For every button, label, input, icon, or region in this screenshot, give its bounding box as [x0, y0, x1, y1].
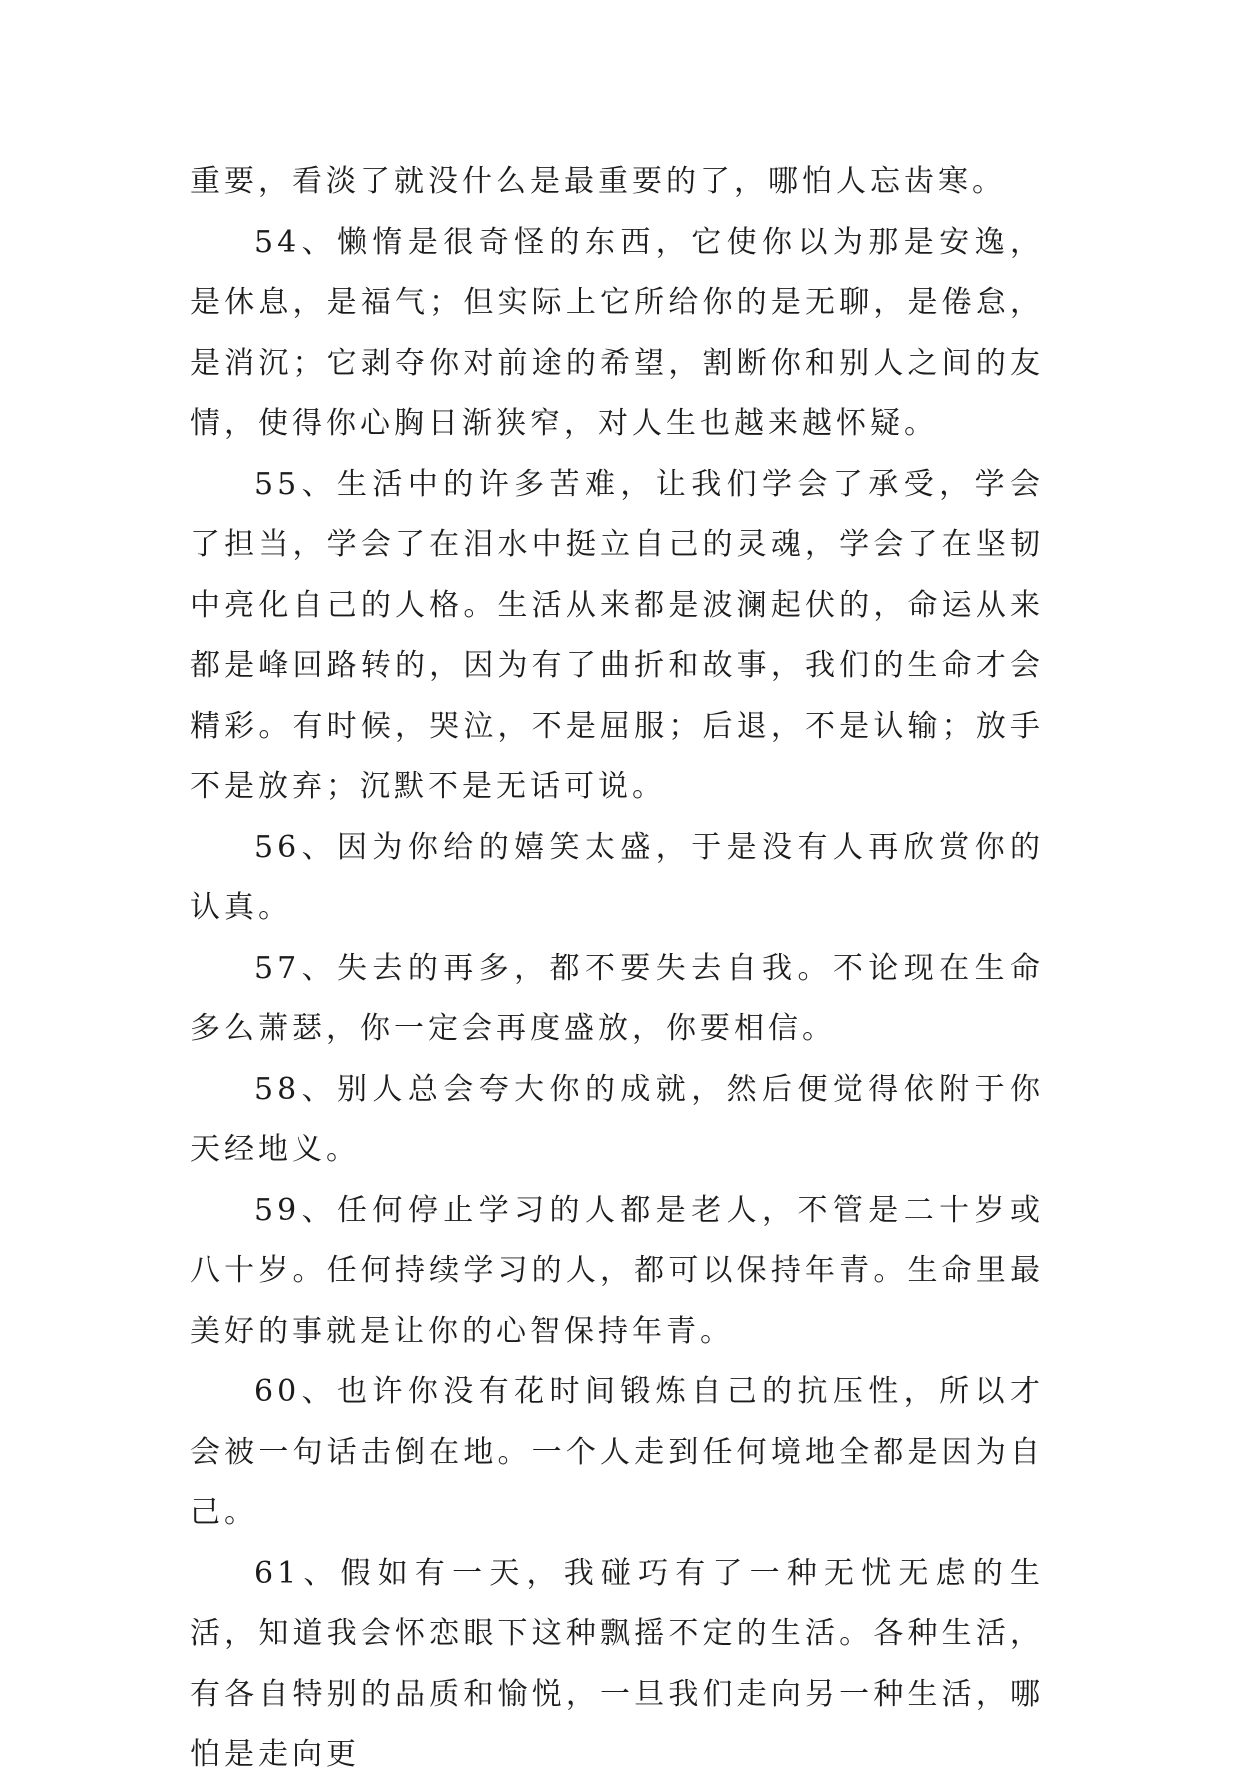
paragraph-60: 60、也许你没有花时间锻炼自己的抗压性，所以才会被一句话击倒在地。一个人走到任何境地全都是因为自己。	[190, 1374, 1044, 1530]
paragraph-55: 55、生活中的许多苦难，让我们学会了承受，学会了担当，学会了在泪水中挺立自己的灵魂，学会了在坚韧中亮化自己的人格。生活从来都是波澜起伏的，命运从来都是峰回路转的，因为有了曲折和故事，我们的生命才会精彩。有时候，哭泣，不是屈服；后退，不是认输；放手不是放弃；沉默不是无话可说。	[190, 466, 1044, 804]
paragraph-61: 61、假如有一天，我碰巧有了一种无忧无虑的生活，知道我会怀恋眼下这种飘摇不定的生活。各种生活，有各自特别的品质和愉悦，一旦我们走向另一种生活，哪怕是走向更	[190, 1555, 1044, 1772]
paragraph-58: 58、别人总会夸大你的成就，然后便觉得依附于你天经地义。	[190, 1071, 1044, 1167]
paragraph-54: 54、懒惰是很奇怪的东西，它使你以为那是安逸，是休息，是福气；但实际上它所给你的是无聊，是倦怠，是消沉；它剥夺你对前途的希望，割断你和别人之间的友情，使得你心胸日渐狭窄，对人生也越来越怀疑。	[190, 224, 1044, 441]
paragraph-56: 56、因为你给的嬉笑太盛，于是没有人再欣赏你的认真。	[190, 829, 1044, 925]
paragraph-continuation: 重要，看淡了就没什么是最重要的了，哪怕人忘齿寒。	[190, 164, 1006, 199]
paragraph-57: 57、失去的再多，都不要失去自我。不论现在生命多么萧瑟，你一定会再度盛放，你要相信。	[190, 950, 1044, 1046]
document-page	[190, 152, 1044, 1786]
paragraph-59: 59、任何停止学习的人都是老人，不管是二十岁或八十岁。任何持续学习的人，都可以保持年青。生命里最美好的事就是让你的心智保持年青。	[190, 1192, 1044, 1349]
